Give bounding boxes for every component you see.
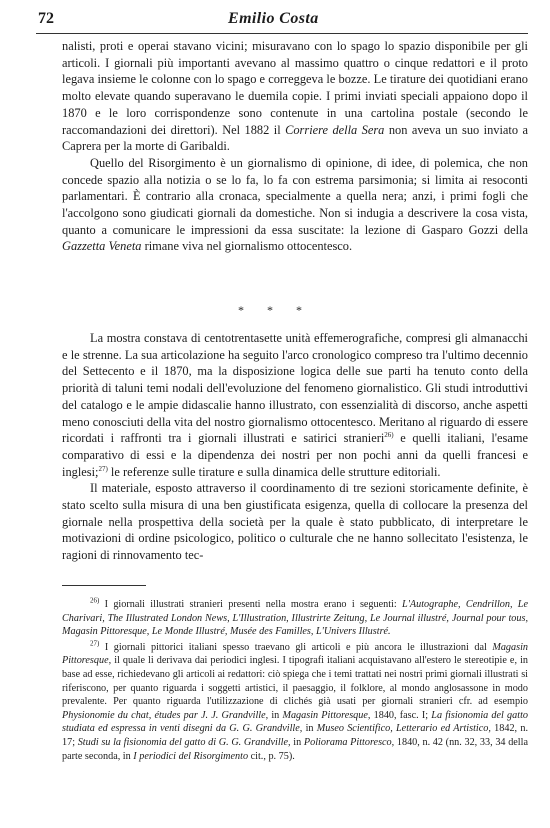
page-header (38, 10, 526, 32)
footnote-ref-27[interactable]: 27) (98, 464, 108, 473)
header-rule (36, 33, 528, 34)
footnote-26: $^{26)}$ I giornali illustrati stranieri presenti nella mostra erano i seguenti: L'Autographe, Cendrillon, Le Charivari, The Illustrated London News, L'Illustration, Illustrirte Zeitung, Le Journal illustré, Journal pour tous, Magasin Pittoresque, Le Monde Illustré, Musée des Familles, L'Univers Illustré. (62, 596, 528, 638)
footnote-mark-27: 27) (90, 639, 100, 648)
italic-title-gazzetta: Gazzetta Veneta (62, 239, 142, 254)
footnote-ref-26[interactable]: 26) (384, 431, 394, 440)
footnote-mark-26: 26) (90, 596, 100, 605)
paragraph-3: La mostra constava di centotrentasette unità effemerografiche, compresi gli almanacchi e le strenne. La sua articolazione ha seguito l'arco cronologico compreso tra l'ultimo decennio del Settecento e il 1870, ma la disposizione logica delle sue parti ha tenuto conto della priorità di taluni temi nodali dell'evoluzione del fenomeno giornalistico. Gli studi introduttivi del catalogo e le ampie didascalie hanno illustrato, con essenzialità di discorso, anche aspetti meno conosciuti della vita del nostro giornalismo ottocentesco. Meritano al riguardo di essere ricordati i raffronti tra i giornali illustrati e satirici stranieri$^{26)}$ e quelli italiani, l'esame comparativo di essi e la dipendenza dei nostri per non pochi anni da quelli francesi e inglesi;$^{27)}$ le referenze sulle tirature e sulla dinamica delle strutture editoriali. (62, 331, 528, 479)
footnote-rule (62, 585, 146, 586)
italic-title-corriere: Corriere della Sera (285, 122, 385, 137)
body-text-top (62, 38, 528, 255)
page-number: 72 (38, 10, 54, 27)
paragraph-4: Il materiale, esposto attraverso il coordinamento di tre sezioni storicamente definite, è stato scelto sulla misura di una ben giustificata esigenza, quella di collocare la presenza del giornale nella prospettiva della società per la quale è stato pubblicato, di interpretare le motivazioni di ordine psicologico, politico o culturale che ne hanno sollecitato l'esistenza, le ragioni di rinnovamento tec- (62, 481, 528, 563)
paragraph-2: Quello del Risorgimento è un giornalismo di opinione, di idee, di polemica, che non concede spazio alla notizia o se lo fa, lo fa con estrema parsimonia; si limita ai resoconti parlamentari. È contrario alla cronaca, specialmente a quella nera; anzi, i primi fogli che l'accolgono sono giudicati giornali da domestiche. Non si indugia a descrivere la cosa vista, quanto a comunicare le impressioni da essa suscitate: la lezione di Gasparo Gozzi della Gazzetta Veneta rimane viva nel giornalismo ottocentesco. (62, 155, 528, 254)
running-head: Emilio Costa (228, 10, 319, 27)
body-text-bottom (62, 330, 528, 564)
footnote-27: $^{27)}$ I giornali pittorici italiani spesso traevano gli articoli e più ancora le illustrazioni dal Magasin Pittoresque, il quale li derivava dai periodici inglesi. I tipografi italiani acquistavano all'estero le stereotipie e, in base ad esse, richiedevano gli articoli ai redattori: ciò spiega che i temi trattati nei nostri primi giornali illustrati si riferiscono, per quanto riguarda i soggetti artistici, il paesaggio, il folklore, al mondo anglosassone in modo prevalente. Per quanto riguarda l'utilizzazione di clichés già usati per giornali stranieri cfr. ad esempio Physionomie du chat, études par J. J. Grandville, in Magasin Pittoresque, 1840, fasc. I; La fisionomia del gatto studiata ed espressa in venti disegni da G. G. Grandville, in Museo Scientifico, Letterario ed Artistico, 1842, n. 17; Studi su la fisionomia del gatto di G. G. Grandville, in Poliorama Pittoresco, 1840, n. 42 (nn. 32, 33, 34 della parte seconda, in I periodici del Risorgimento cit., p. 75). (62, 639, 529, 762)
footnotes (62, 598, 528, 763)
section-separator: * * * (238, 303, 312, 317)
paragraph-1: nalisti, proti e operai stavano vicini; misuravano con lo spago lo spazio disponibile per gli articoli. I giornali più importanti avevano al massimo quattro o cinque redattori e il proto legava insieme le colonne con lo spago e correggeva le bozze. Le tirature dei quotidiani erano molto elevate quando superavano le duemila copie. I primi inviati speciali appaiono dopo il 1870 e le loro corrispondenze sono contenute in una cartolina postale (secondo le raccomandazioni dei direttori). Nel 1882 il Corriere della Sera non aveva un suo inviato a Caprera per la morte di Garibaldi. (62, 39, 529, 154)
